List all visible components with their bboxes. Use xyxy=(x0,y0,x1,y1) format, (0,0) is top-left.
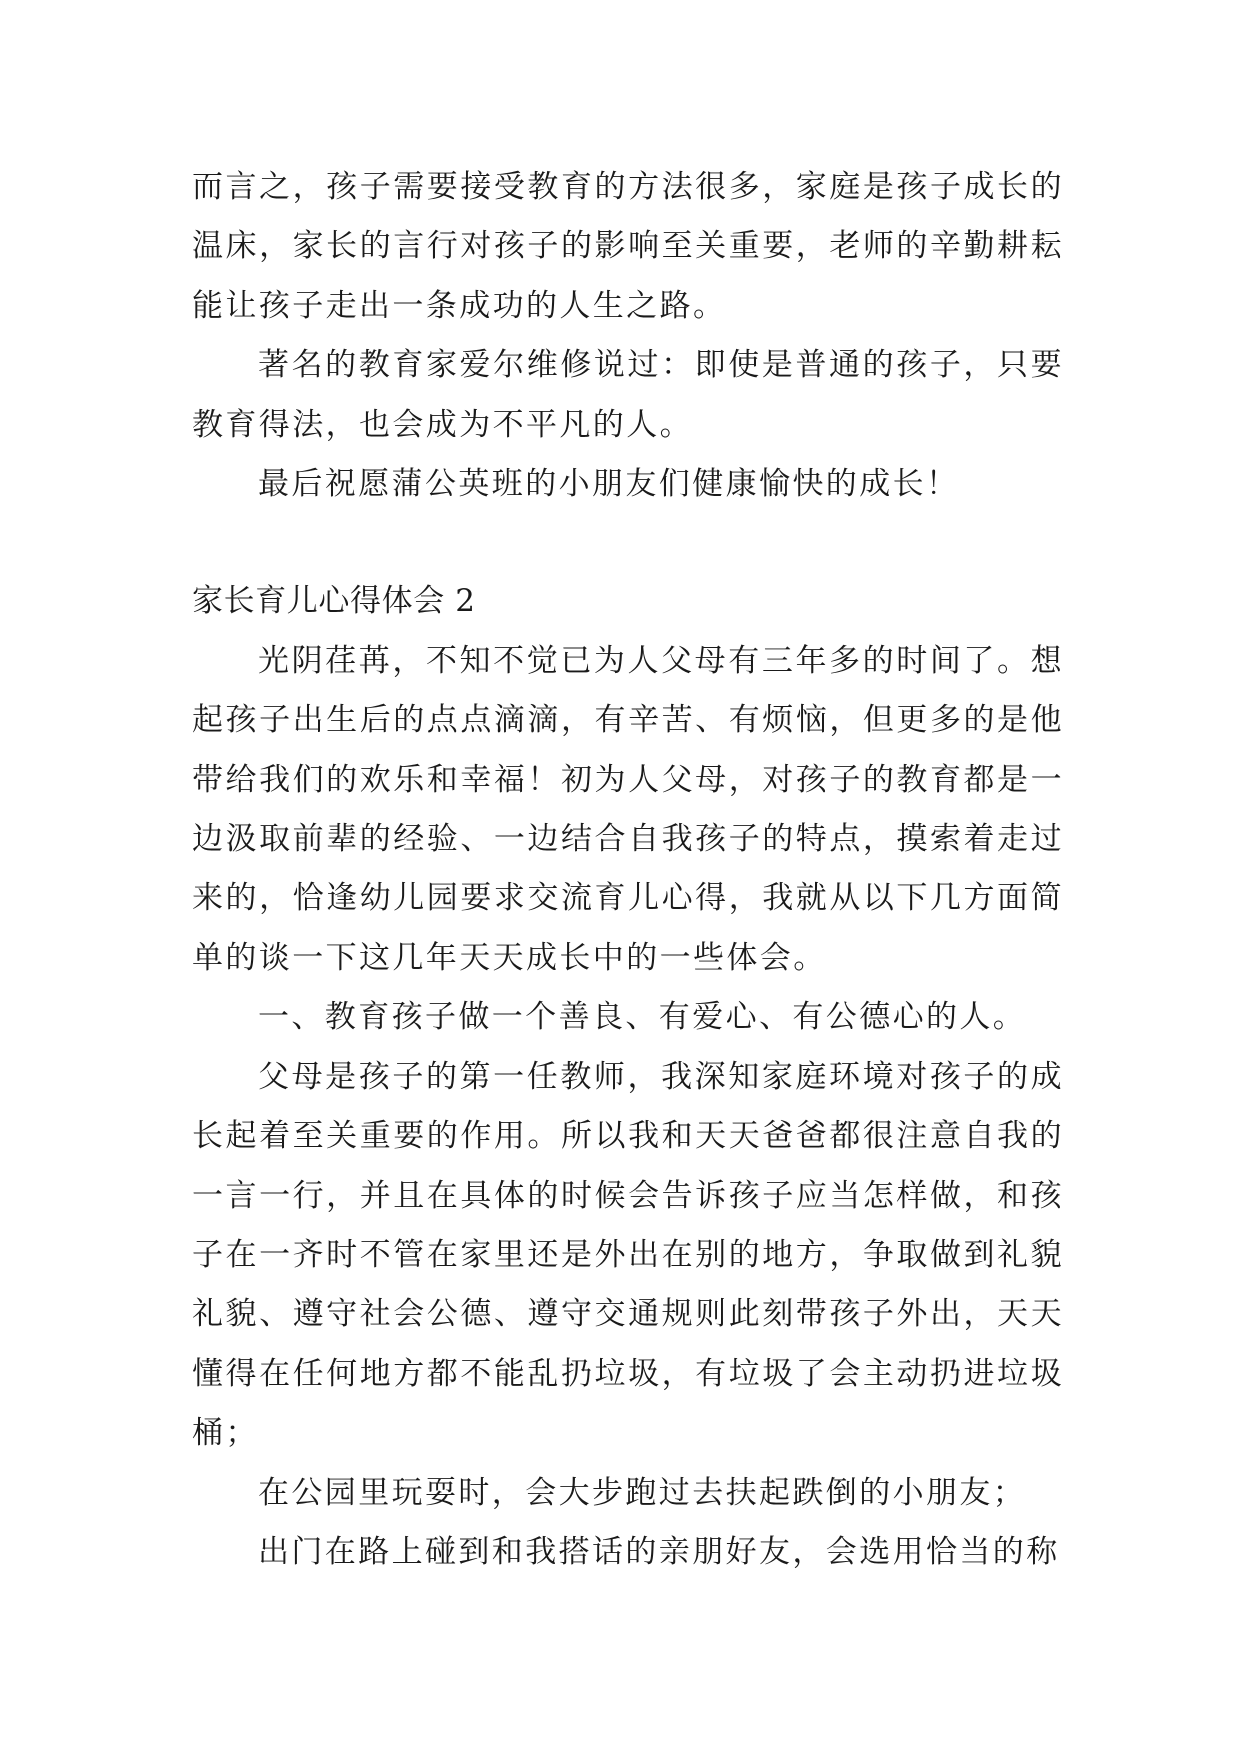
document-body xyxy=(192,158,1064,1582)
paragraph-quote: 著名的教育家爱尔维修说过：即使是普通的孩子，只要教育得法，也会成为不平凡的人。 xyxy=(192,347,1064,443)
paragraph-greeting: 出门在路上碰到和我搭话的亲朋好友，会选用恰当的称 xyxy=(258,1533,1060,1570)
paragraph-park: 在公园里玩耍时，会大步跑过去扶起跌倒的小朋友； xyxy=(258,1474,1027,1511)
paragraph-closing-wish: 最后祝愿蒲公英班的小朋友们健康愉快的成长！ xyxy=(258,466,960,503)
paragraph-parents-teachers: 父母是孩子的第一任教师，我深知家庭环境对孩子的成长起着至关重要的作用。所以我和天天爸爸都很注意自我的一言一行，并且在具体的时候会告诉孩子应当怎样做，和孩子在一齐时不管在家里还是外出在别的地方，争取做到礼貌礼貌、遵守社会公德、遵守交通规则此刻带孩子外出，天天懂得在任何地方都不能乱扔垃圾，有垃圾了会主动扔进垃圾桶； xyxy=(192,1058,1064,1452)
paragraph-intro: 光阴荏苒，不知不觉已为人父母有三年多的时间了。想起孩子出生后的点点滴滴，有辛苦、有烦恼，但更多的是他带给我们的欢乐和幸福！初为人父母，对孩子的教育都是一边汲取前辈的经验、一边结合自我孩子的特点，摸索着走过来的，恰逢幼儿园要求交流育儿心得，我就从以下几方面简单的谈一下这几年天天成长中的一些体会。 xyxy=(192,642,1064,976)
paragraph-continuation: 而言之，孩子需要接受教育的方法很多，家庭是孩子成长的温床，家长的言行对孩子的影响至关重要，老师的辛勤耕耘能让孩子走出一条成功的人生之路。 xyxy=(192,169,1064,324)
section-title: 家长育儿心得体会 2 xyxy=(192,583,476,620)
paragraph-heading-one: 一、教育孩子做一个善良、有爱心、有公德心的人。 xyxy=(258,999,1027,1036)
